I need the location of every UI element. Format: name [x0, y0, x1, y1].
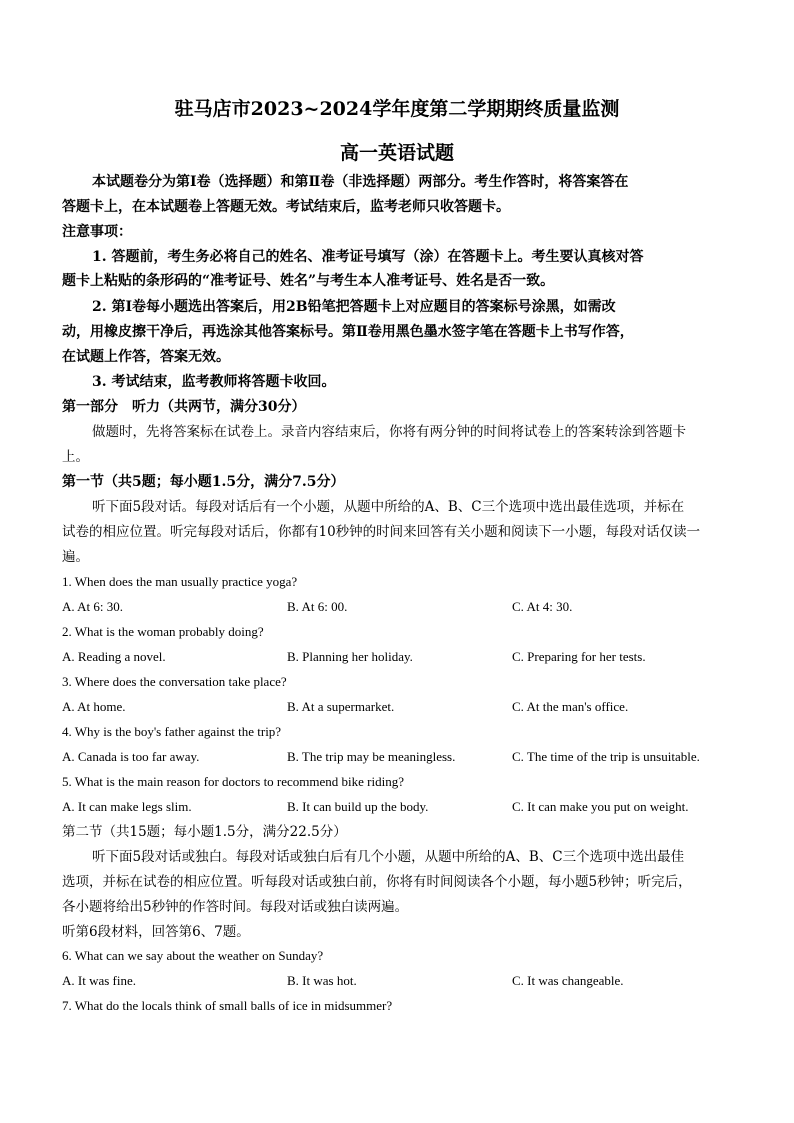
option-b: B. It was hot. — [287, 973, 357, 988]
section1-heading: 第一节（共5题；每小题1.5分，满分7.5分） — [62, 474, 345, 490]
question-2: 2. What is the woman probably doing? — [62, 624, 264, 639]
question-7: 7. What do the locals think of small balls of ice in midsummer? — [62, 998, 393, 1013]
section2-instruction-line: 听下面5段对话或独白。每段对话或独白后有几个小题，从题中所给的A、B、C三个选项中选出最佳 — [92, 849, 685, 865]
section2-heading: 第二节（共15题；每小题1.5分，满分22.5分） — [62, 824, 347, 840]
option-c: C. At the man's office. — [512, 699, 629, 714]
intro-line: 本试题卷分为第Ⅰ卷（选择题）和第Ⅱ卷（非选择题）两部分。考生作答时，将答案答在 — [92, 174, 629, 190]
notes-line: 2. 第Ⅰ卷每小题选出答案后，用2B铅笔把答题卡上对应题目的答案标号涂黑，如需改 — [92, 299, 616, 315]
question-3: 3. Where does the conversation take place? — [62, 674, 287, 689]
option-c: C. The time of the trip is unsuitable. — [512, 749, 700, 764]
intro-line: 答题卡上，在本试题卷上答题无效。考试结束后，监考老师只收答题卡。 — [62, 199, 510, 215]
question-6: 6. What can we say about the weather on Sunday? — [62, 948, 324, 963]
option-a: A. It was fine. — [62, 973, 137, 988]
option-b: B. It can build up the body. — [287, 799, 429, 814]
question-5: 5. What is the main reason for doctors to recommend bike riding? — [62, 774, 404, 789]
section1-instruction-line: 听下面5段对话。每段对话后有一个小题，从题中所给的A、B、C三个选项中选出最佳选项，并标在 — [92, 499, 685, 515]
question-4: 4. Why is the boy's father against the trip? — [62, 724, 282, 739]
option-a: A. At home. — [62, 699, 126, 714]
section2-instruction-line: 各小题将给出5秒钟的作答时间。每段对话或独白读两遍。 — [62, 899, 409, 915]
material-note: 听第6段材料，回答第6、7题。 — [62, 924, 250, 940]
option-a: A. Canada is too far away. — [62, 749, 200, 764]
exam-title: 驻马店市2023~2024学年度第二学期期终质量监测 — [174, 98, 620, 120]
section1-instruction-line: 试卷的相应位置。听完每段对话后，你都有10秒钟的时间来回答有关小题和阅读下一小题，每段对话仅读一 — [62, 524, 701, 540]
notes-line: 题卡上粘贴的条形码的“准考证号、姓名”与考生本人准考证号、姓名是否一致。 — [62, 273, 555, 289]
question-1: 1. When does the man usually practice yoga? — [62, 574, 298, 589]
section1-instruction-line: 遍。 — [62, 549, 89, 565]
notes-line: 在试题上作答，答案无效。 — [62, 349, 230, 365]
option-c: C. Preparing for her tests. — [512, 649, 646, 664]
option-a: A. At 6: 30. — [62, 599, 124, 614]
option-c: C. At 4: 30. — [512, 599, 573, 614]
notes-heading: 注意事项： — [62, 224, 132, 240]
option-b: B. At a supermarket. — [287, 699, 395, 714]
part1-instruction-line: 做题时，先将答案标在试卷上。录音内容结束后，你将有两分钟的时间将试卷上的答案转涂到答题卡 — [92, 424, 686, 440]
part1-heading: 第一部分 听力（共两节，满分30分） — [62, 399, 306, 415]
option-b: B. Planning her holiday. — [287, 649, 413, 664]
option-c: C. It can make you put on weight. — [512, 799, 689, 814]
option-a: A. It can make legs slim. — [62, 799, 192, 814]
notes-line: 1. 答题前，考生务必将自己的姓名、准考证号填写（涂）在答题卡上。考生要认真核对答 — [92, 249, 644, 265]
option-a: A. Reading a novel. — [62, 649, 166, 664]
section2-instruction-line: 选项，并标在试卷的相应位置。听每段对话或独白前，你将有时间阅读各个小题，每小题5秒钟；听完后， — [62, 874, 692, 890]
option-c: C. It was changeable. — [512, 973, 624, 988]
exam-subtitle: 高一英语试题 — [339, 142, 454, 164]
notes-line: 动，用橡皮擦干净后，再选涂其他答案标号。第Ⅱ卷用黑色墨水签字笔在答题卡上书写作答， — [62, 324, 634, 340]
option-b: B. At 6: 00. — [287, 599, 348, 614]
part1-instruction-line: 上。 — [62, 449, 89, 465]
notes-line: 3. 考试结束，监考教师将答题卡收回。 — [92, 374, 336, 390]
option-b: B. The trip may be meaningless. — [287, 749, 456, 764]
